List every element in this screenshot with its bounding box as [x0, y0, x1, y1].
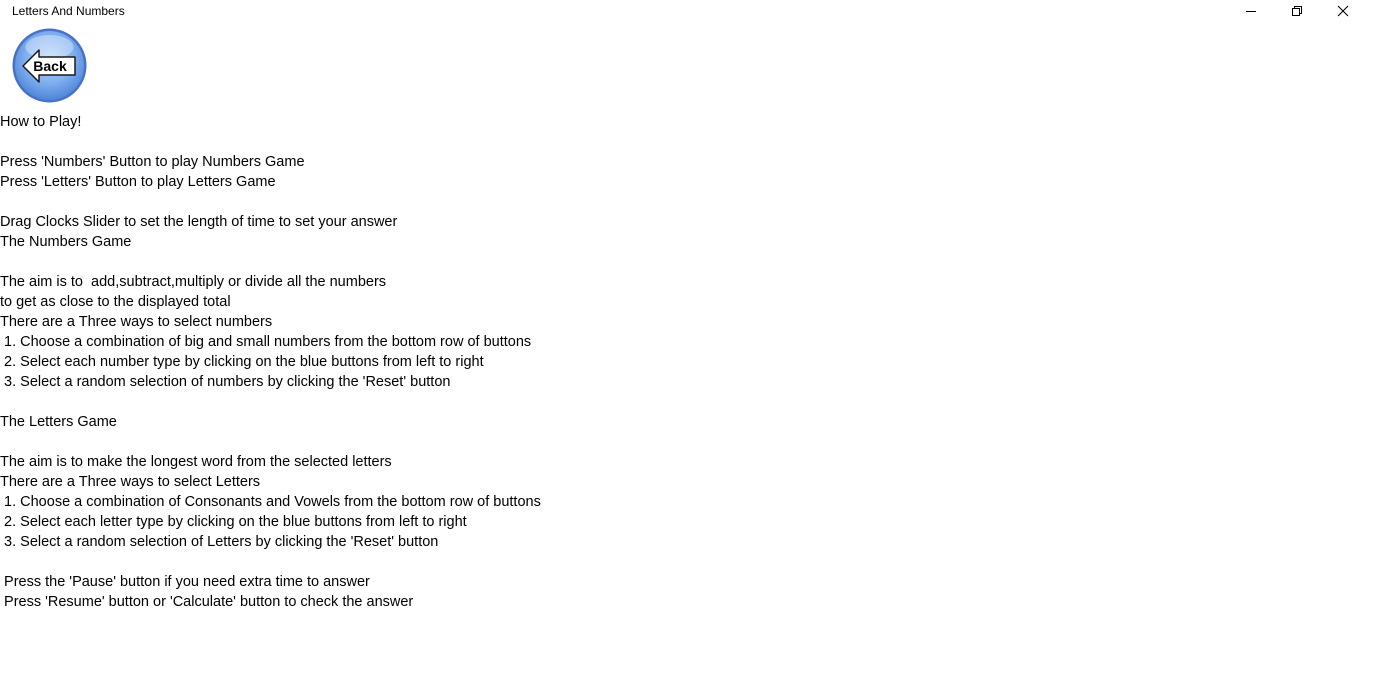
minimize-icon [1245, 5, 1257, 17]
instruction-line [0, 252, 800, 272]
back-arrow-icon [11, 27, 88, 104]
restore-icon [1291, 5, 1303, 17]
instruction-line: The Numbers Game [0, 234, 132, 250]
instruction-line: Press 'Numbers' Button to play Numbers Game [0, 154, 305, 170]
close-icon [1337, 5, 1349, 17]
instruction-line: There are a Three ways to select Letters [0, 474, 261, 490]
back-button[interactable] [11, 27, 88, 104]
app-title: Letters And Numbers [12, 4, 125, 18]
instruction-line: The aim is to add,subtract,multiply or divide all the numbers [0, 274, 387, 290]
instructions-text [0, 112, 800, 612]
instruction-line: Press the 'Pause' button if you need extra time to answer [0, 574, 370, 590]
instruction-line: 3. Select a random selection of numbers by clicking the 'Reset' button [0, 374, 451, 390]
instruction-line [0, 552, 800, 572]
instruction-line [0, 432, 800, 452]
instruction-line: 3. Select a random selection of Letters by clicking the 'Reset' button [0, 534, 439, 550]
instruction-line: 1. Choose a combination of Consonants and Vowels from the bottom row of buttons [0, 494, 541, 510]
instruction-line [0, 132, 800, 152]
instruction-line: The aim is to make the longest word from the selected letters [0, 454, 392, 470]
close-button[interactable] [1320, 0, 1366, 22]
minimize-button[interactable] [1228, 0, 1274, 22]
title-bar [0, 0, 1386, 22]
instruction-line [0, 192, 800, 212]
restore-button[interactable] [1274, 0, 1320, 22]
instruction-line: Drag Clocks Slider to set the length of time to set your answer [0, 214, 398, 230]
instruction-line [0, 392, 800, 412]
instruction-line: Press 'Resume' button or 'Calculate' button to check the answer [0, 594, 414, 610]
instruction-line: 2. Select each number type by clicking on the blue buttons from left to right [0, 354, 484, 370]
instruction-line: There are a Three ways to select numbers [0, 314, 273, 330]
instruction-line: 1. Choose a combination of big and small numbers from the bottom row of buttons [0, 334, 532, 350]
back-button-label: Back [33, 58, 67, 74]
instruction-line: Press 'Letters' Button to play Letters Game [0, 174, 276, 190]
instruction-line: How to Play! [0, 114, 82, 130]
instruction-line: to get as close to the displayed total [0, 294, 231, 310]
instruction-line: 2. Select each letter type by clicking on the blue buttons from left to right [0, 514, 467, 530]
instruction-line: The Letters Game [0, 414, 117, 430]
